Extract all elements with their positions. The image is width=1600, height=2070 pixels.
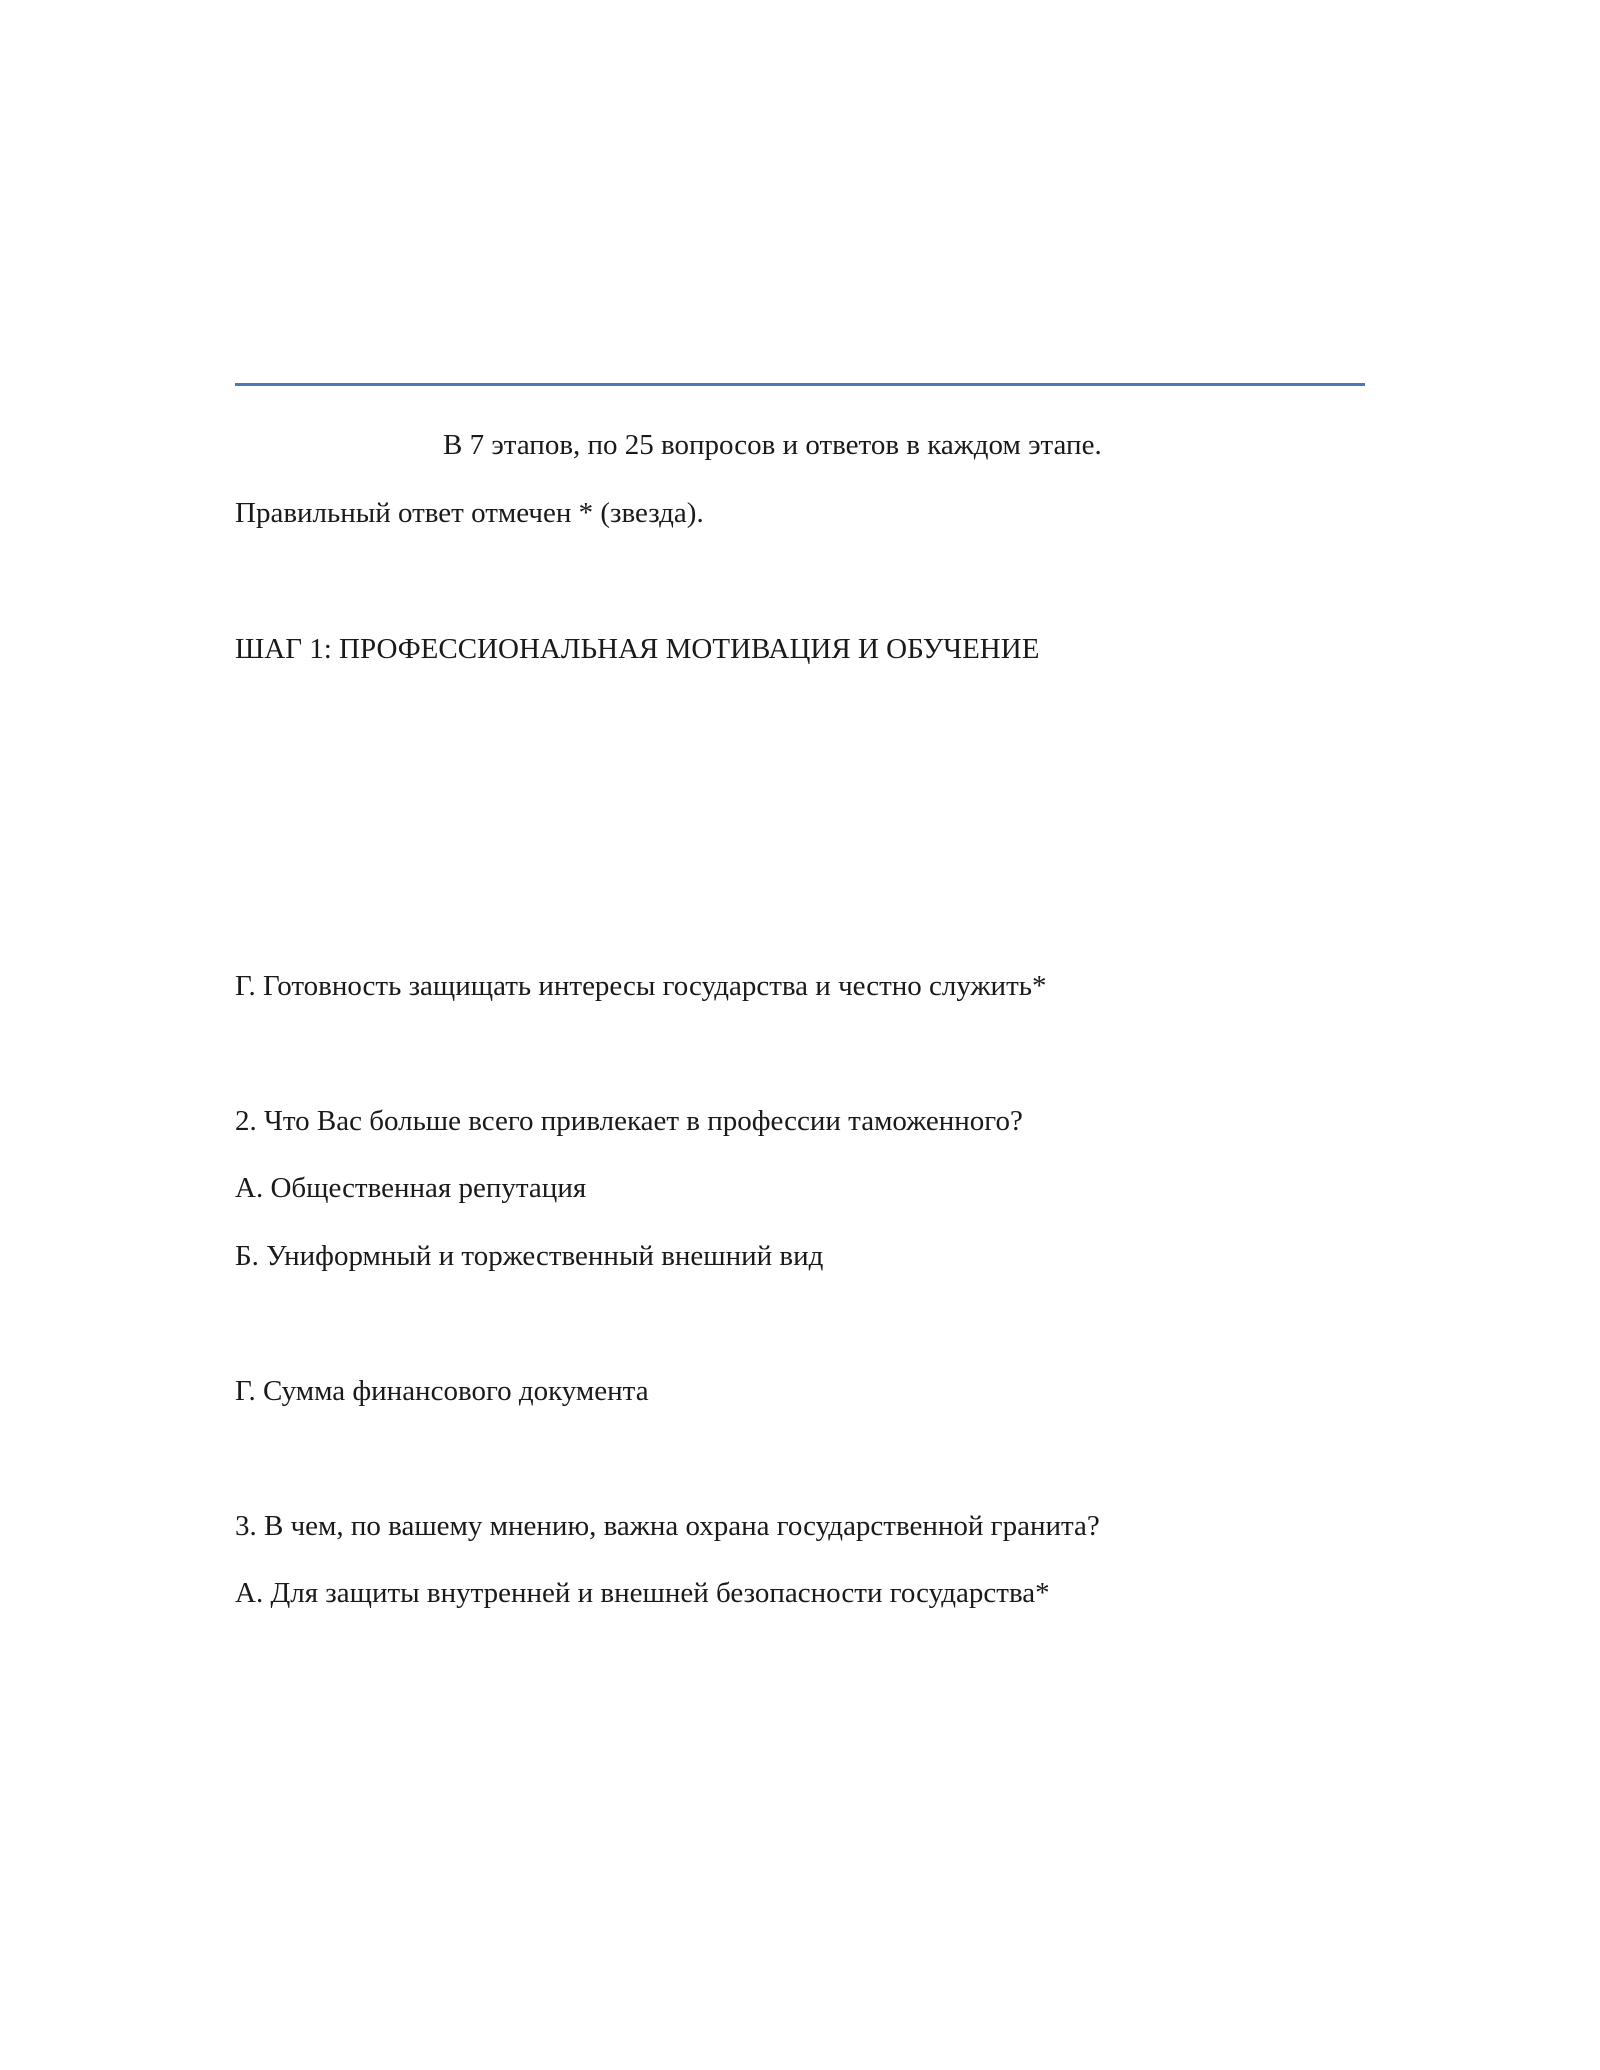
intro-text: В 7 этапов, по 25 вопросов и ответов в каждом этапе. <box>443 429 1102 461</box>
question-2-answer-g: Г. Сумма финансового документа <box>235 1375 649 1407</box>
section-heading: ШАГ 1: ПРОФЕССИОНАЛЬНАЯ МОТИВАЦИЯ И ОБУЧЕНИЕ <box>235 633 1040 665</box>
answer-key-note: Правильный ответ отмечен * (звезда). <box>235 497 704 529</box>
header-rule <box>235 383 1365 386</box>
question-2-answer-a: А. Общественная репутация <box>235 1172 587 1204</box>
question-2-text: 2. Что Вас больше всего привлекает в профессии таможенного? <box>235 1105 1023 1137</box>
question-1-answer-g: Г. Готовность защищать интересы государства и честно служить* <box>235 970 1047 1002</box>
question-3-answer-a: А. Для защиты внутренней и внешней безопасности государства* <box>235 1577 1050 1609</box>
question-3-text: 3. В чем, по вашему мнению, важна охрана государственной гранита? <box>235 1510 1100 1542</box>
question-2-answer-b: Б. Униформный и торжественный внешний вид <box>235 1240 824 1272</box>
